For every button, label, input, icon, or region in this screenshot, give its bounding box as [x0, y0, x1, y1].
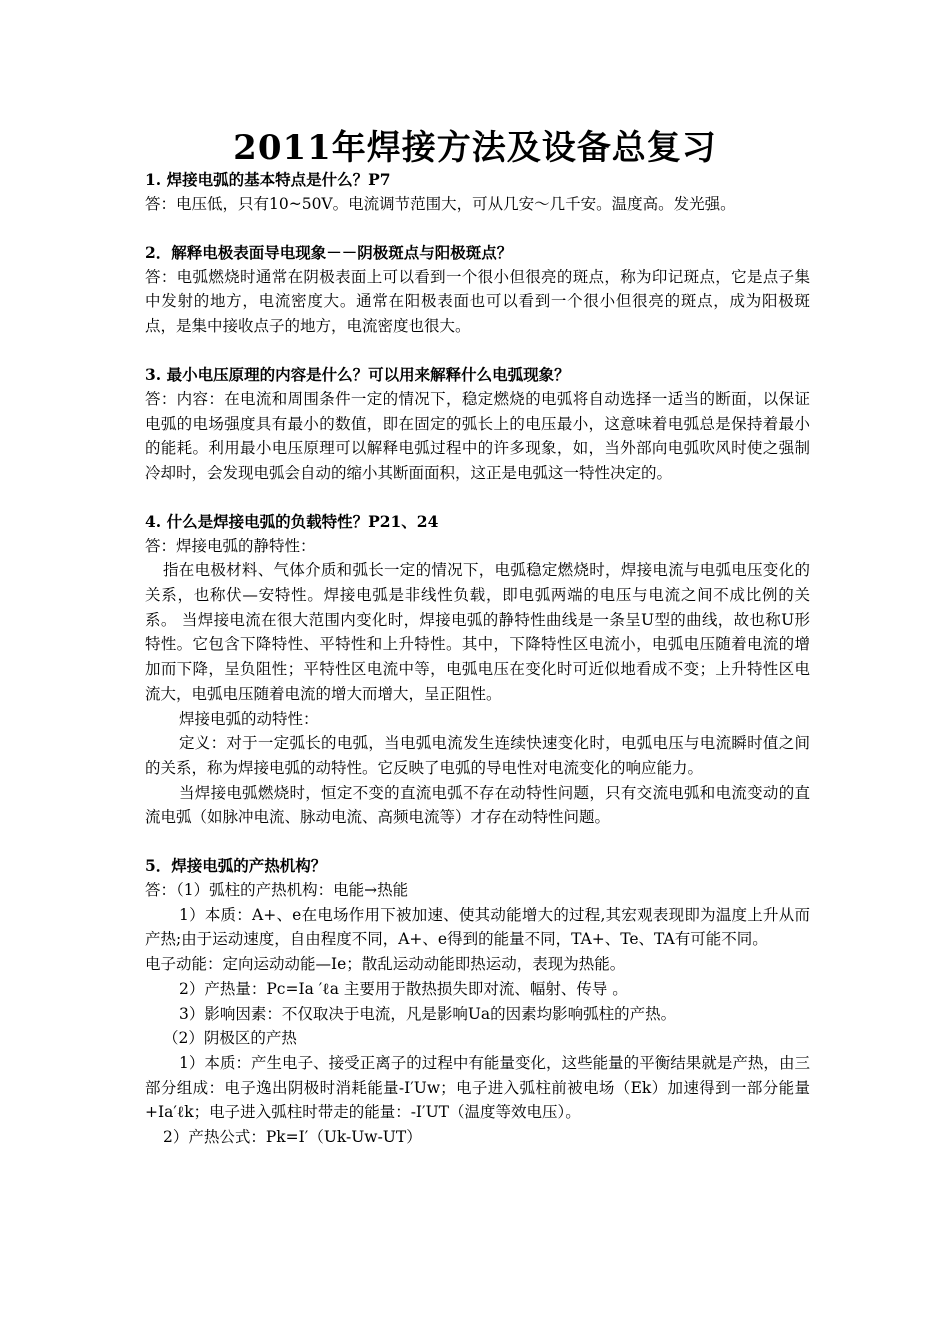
question-heading: 3. 最小电压原理的内容是什么？可以用来解释什么电弧现象？ — [145, 364, 570, 384]
answer-paragraph: 1）本质：A+、e在电场作用下被加速、使其动能增大的过程,其宏观表现即为温度上升从而产热;由于运动速度，自由程度不同，A+、e得到的能量不同，TA+、Te、TA有可能不同。 — [145, 905, 810, 949]
answer-paragraph: 2）产热量：Pc=Ia ′ℓa 主要用于散热损失即对流、幅射、传导 。 — [179, 979, 628, 998]
answer-paragraph: 答：电弧燃烧时通常在阴极表面上可以看到一个很小但很亮的斑点，称为印记斑点，它是点子集中发射的地方，电流密度大。通常在阳极表面也可以看到一个很小但很亮的斑点，成为阳极斑点，是集中接收点子的地方，电流密度也很大。 — [145, 267, 810, 336]
question-heading: 2．解释电极表面导电现象－－阴极斑点与阳极斑点？ — [145, 242, 513, 262]
answer-paragraph: 答：（1）弧柱的产热机构：电能→热能 — [145, 881, 409, 900]
answer-paragraph: 3）影响因素：不仅取决于电流，凡是影响Ua的因素均影响弧柱的产热。 — [179, 1004, 677, 1023]
answer-paragraph: 当焊接电弧燃烧时，恒定不变的直流电弧不存在动特性问题，只有交流电弧和电流变动的直流电弧（如脉冲电流、脉动电流、高频电流等）才存在动特性问题。 — [145, 783, 810, 827]
answer-paragraph: 电子动能：定向运动动能—Ie；散乱运动动能即热运动，表现为热能。 — [145, 955, 626, 974]
answer-paragraph: （2）阴极区的产热 — [163, 1029, 297, 1048]
question-heading: 4. 什么是焊接电弧的负载特性？P21、24 — [145, 511, 439, 531]
question-section-1 — [145, 168, 810, 217]
question-section-5 — [145, 854, 810, 1150]
answer-paragraph: 指在电极材料、气体介质和弧长一定的情况下，电弧稳定燃烧时，焊接电流与电弧电压变化的关系，也称伏—安特性。焊接电弧是非线性负载，即电弧两端的电压与电流之间不成比例的关系。 当焊接电流在很大范围内变化时，焊接电弧的静特性曲线是一条呈U型的曲线，故也称U形特性。它包含下降特性、平特性和上升特性。其中，下降特性区电流小，电弧电压随着电流的增加而下降，呈负阻性；平特性区电流中等，电弧电压在变化时可近似地看成不变；上升特性区电流大，电弧电压随着电流的增大而增大，呈正阻性。 — [145, 561, 810, 703]
answer-paragraph: 答：电压低，只有10~50V。电流调节范围大，可从几安～几千安。温度高。发光强。 — [145, 195, 736, 213]
page-title: 2011年焊接方法及设备总复习 — [233, 128, 717, 168]
question-section-3 — [145, 363, 810, 486]
question-section-4 — [145, 510, 810, 830]
answer-paragraph: 焊接电弧的动特性： — [179, 709, 319, 728]
answer-paragraph: 定义：对于一定弧长的电弧，当电弧电流发生连续快速变化时，电弧电压与电流瞬时值之间的关系，称为焊接电弧的动特性。它反映了电弧的导电性对电流变化的响应能力。 — [145, 734, 810, 777]
answer-paragraph: 答：内容：在电流和周围条件一定的情况下，稳定燃烧的电弧将自动选择一适当的断面，以保证电弧的电场强度具有最小的数值，即在固定的弧长上的电压最小，这意味着电弧总是保持着最小的能耗。利用最小电压原理可以解释电弧过程中的许多现象，如，当外部向电弧吹风时使之强制冷却时，会发现电弧会自动的缩小其断面面积，这正是电弧这一特性决定的。 — [145, 389, 810, 482]
question-heading: 1. 焊接电弧的基本特点是什么？P7 — [145, 170, 391, 189]
answer-paragraph: 1）本质：产生电子、接受正离子的过程中有能量变化，这些能量的平衡结果就是产热，由三部分组成：电子逸出阴极时消耗能量-I′Uw；电子进入弧柱前被电场（Ek）加速得到一部分能量+Ia′ℓk；电子进入弧柱时带走的能量：-I′UT（温度等效电压）。 — [145, 1053, 810, 1122]
question-heading: 5．焊接电弧的产热机构？ — [145, 856, 327, 876]
answer-paragraph: 答：焊接电弧的静特性： — [145, 536, 316, 555]
document-body — [145, 168, 810, 1150]
question-section-2 — [145, 241, 810, 339]
answer-paragraph: 2）产热公式：Pk=I′（Uk-Uw-UT） — [163, 1128, 422, 1147]
